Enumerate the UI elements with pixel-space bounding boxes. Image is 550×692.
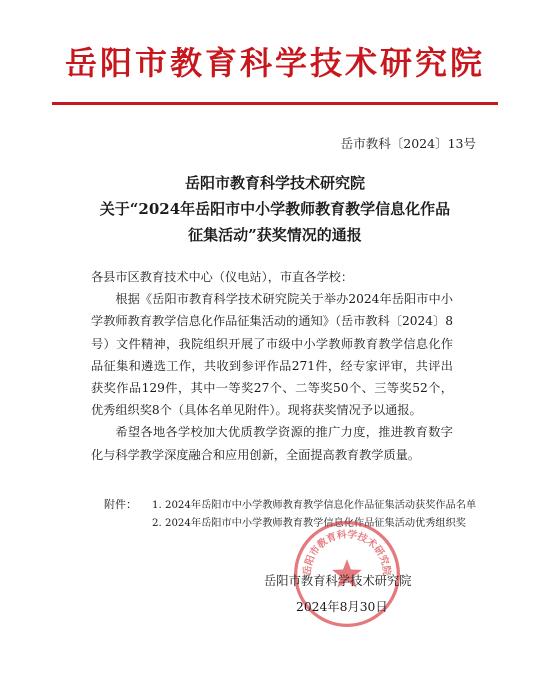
document-number: 岳市教科〔2024〕13号	[340, 136, 476, 151]
signature-date: 2024年8月30日	[296, 600, 388, 614]
letterhead-title: 岳阳市教育科学技术研究院	[64, 44, 485, 82]
signature-org: 岳阳市教育科学技术研究院	[264, 574, 412, 588]
body-paragraph-2: 希望各地各学校加大优质教学资源的推广力度，推进教育数字化与科学教学深度融合和应用创新，全面提高教育教学质量。	[91, 425, 453, 462]
body-paragraph-1: 根据《岳阳市教育科学技术研究院关于举办2024年岳阳市中小学教师教育教学信息化作品征集活动的通知》（岳市教科〔2024〕8号）文件精神，我院组织开展了市级中小学教师教育教学信息化作品征集和遴选工作，共收到参评作品271件，经专家评审，共评出获奖作品129件，其中一等奖27个、二等奖50个、三等奖52个，优秀组织奖8个（具体名单见附件）。现将获奖情况予以通报。	[91, 292, 453, 418]
attachments-label: 附件：	[104, 498, 137, 511]
title-line-1: 岳阳市教育科学技术研究院	[184, 174, 365, 192]
attachments	[104, 496, 477, 533]
signature-block	[264, 568, 464, 620]
svg-text:岳阳市教育科学技术研究院: 岳阳市教育科学技术研究院	[302, 529, 392, 576]
document-title	[70, 170, 480, 248]
title-line-2: 关于“2024年岳阳市中小学教师教育教学信息化作品	[99, 200, 451, 218]
letterhead-divider	[52, 102, 498, 105]
attachment-item-1: 1. 2024年岳阳市中小学教师教育教学信息化作品征集活动获奖作品名单	[152, 500, 477, 511]
salutation: 各县市区教育技术中心（仪电站），市直各学校：	[91, 270, 354, 284]
attachment-item-2: 2. 2024年岳阳市中小学教师教育教学信息化作品征集活动优秀组织奖	[152, 518, 466, 529]
document-body	[91, 266, 453, 466]
title-line-3: 征集活动”获奖情况的通报	[188, 226, 362, 244]
